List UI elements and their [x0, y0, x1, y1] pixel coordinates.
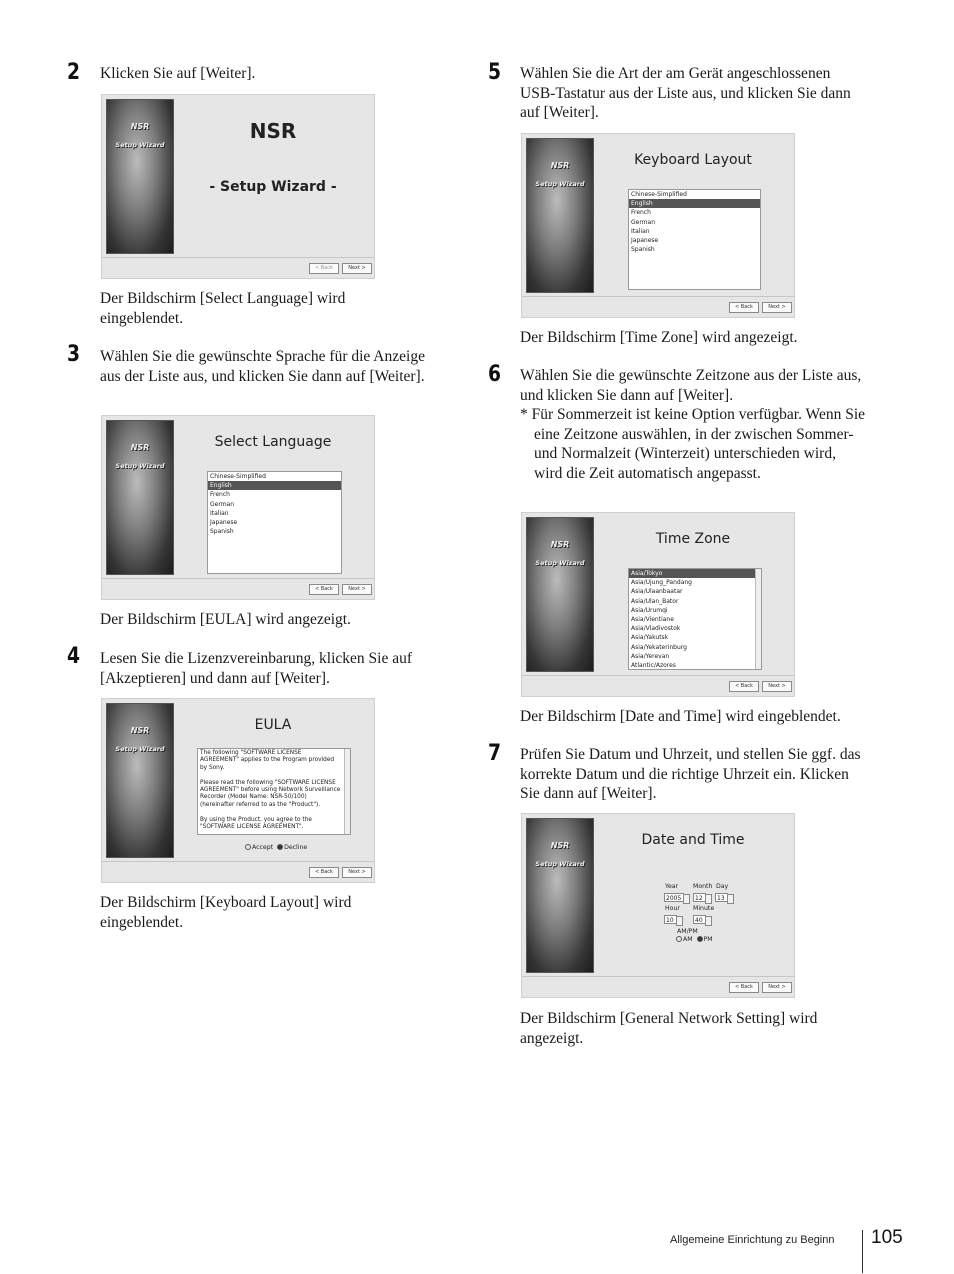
list-item[interactable]: German [631, 218, 656, 226]
list-item[interactable]: Asia/Yekaterinburg [631, 643, 687, 651]
wizard-sidebar [526, 138, 594, 293]
month-label: Month [693, 883, 713, 890]
am-radio[interactable] [676, 936, 682, 942]
list-item[interactable]: Asia/Yerevan [631, 652, 670, 660]
step-number: 7 [488, 741, 502, 766]
list-item[interactable]: English [629, 199, 760, 208]
result-text: Der Bildschirm [Keyboard Layout] wird eingeblendet. [100, 894, 352, 931]
result-text: Der Bildschirm [EULA] wird angezeigt. [100, 611, 351, 628]
time-zone-items [629, 569, 755, 670]
screenshot-keyboard-layout [521, 133, 795, 318]
keyboard-layout-list[interactable] [628, 189, 761, 290]
wizard-sidebar [526, 517, 594, 672]
year-spinner[interactable]: 2005 [664, 893, 684, 902]
hour-spin-arrows[interactable] [676, 916, 683, 926]
eula-scrollbar[interactable] [344, 749, 350, 834]
minute-spin-arrows[interactable] [705, 916, 712, 926]
am-label[interactable]: AM [683, 936, 693, 943]
list-item[interactable]: Japanese [631, 237, 659, 245]
step-number: 2 [67, 60, 81, 85]
list-item[interactable]: Asia/Ulaanbaatar [631, 588, 683, 596]
screenshot-eula [101, 698, 375, 883]
list-item[interactable]: Asia/Ujung_Pandang [631, 579, 692, 587]
next-button[interactable]: Next > [762, 982, 792, 993]
setup-wizard-logo: Setup Wizard [115, 745, 165, 753]
wizard-sidebar [106, 99, 174, 254]
next-button[interactable]: Next > [342, 867, 372, 878]
accept-label[interactable]: Accept [252, 844, 274, 851]
list-item[interactable]: English [208, 481, 341, 490]
list-item[interactable]: Italian [631, 227, 650, 235]
setup-wizard-logo: Setup Wizard [115, 462, 165, 470]
list-item[interactable]: Chinese-Simplified [210, 473, 266, 480]
list-item[interactable]: Asia/Vladivostok [631, 625, 681, 633]
step-text: Wählen Sie die Art der am Gerät angeschlossenen USB-Tastatur aus der Liste aus, und klicken Sie dann auf [Weiter]. [520, 65, 851, 121]
back-button[interactable]: < Back [729, 982, 759, 993]
wizard-sidebar [106, 420, 174, 575]
next-button[interactable]: Next > [342, 584, 372, 595]
screen-title: Time Zone [655, 531, 731, 547]
list-item[interactable]: Atlantic/Azores [631, 662, 676, 670]
step-number: 4 [67, 644, 81, 669]
hour-spinner[interactable]: 10 [664, 915, 677, 924]
screenshot-welcome [101, 94, 375, 279]
section-footer: Allgemeine Einrichtung zu Beginn [670, 1234, 835, 1246]
eula-text: The following "SOFTWARE LICENSE AGREEMENT" applies to the Program provided by Sony. Please read the following "SOFTWARE LICENSE AGREEMENT" before using Network Surveillance Recorder (Model Name: NSR-50/100) (hereinafter referred to as the "Product"). By using the Product, you agree to the "SOFTWARE LICENSE AGREEMENT". [200, 750, 341, 831]
hour-label: Hour [665, 905, 680, 912]
decline-label[interactable]: Decline [284, 844, 308, 851]
page-number: 105 [871, 1227, 903, 1248]
setup-wizard-logo: Setup Wizard [535, 180, 585, 188]
year-spin-arrows[interactable] [683, 894, 690, 904]
step-text: Prüfen Sie Datum und Uhrzeit, und stellen Sie ggf. das korrekte Datum und die richtige Uhrzeit ein. Klicken Sie dann auf [Weiter]. [520, 746, 861, 802]
wizard-sidebar [526, 818, 594, 973]
step-text: Wählen Sie die gewünschte Sprache für die Anzeige aus der Liste aus, und klicken Sie dann auf [Weiter]. [100, 348, 425, 385]
minute-spinner[interactable]: 40 [693, 915, 706, 924]
list-item[interactable]: Asia/Ulan_Bator [631, 597, 679, 605]
screen-title: EULA [254, 717, 292, 733]
accept-radio[interactable] [245, 844, 251, 850]
back-button[interactable]: < Back [309, 584, 339, 595]
list-item[interactable]: Asia/Urumqi [631, 606, 668, 614]
minute-label: Minute [693, 905, 715, 912]
pm-radio[interactable] [697, 936, 703, 942]
day-spinner[interactable]: 13 [715, 893, 728, 902]
nsr-logo: NSR [550, 161, 570, 170]
list-item[interactable]: Chinese-Simplified [631, 191, 687, 198]
nsr-logo: NSR [130, 726, 150, 735]
month-spin-arrows[interactable] [705, 894, 712, 904]
screen-title: Keyboard Layout [634, 152, 752, 168]
wizard-sidebar [106, 703, 174, 858]
list-item[interactable]: Spanish [631, 246, 655, 254]
screenshot-time-zone [521, 512, 795, 697]
list-item[interactable]: Asia/Yakutsk [631, 634, 669, 642]
setup-wizard-logo: Setup Wizard [115, 141, 165, 149]
nsr-logo: NSR [130, 122, 150, 131]
result-text: Der Bildschirm [Time Zone] wird angezeigt. [520, 329, 798, 346]
welcome-title: NSR [249, 119, 297, 143]
step-text: Wählen Sie die gewünschte Zeitzone aus der Liste aus, und klicken Sie dann auf [Weiter]. [520, 367, 862, 404]
screenshot-select-language [101, 415, 375, 600]
footer-divider [862, 1230, 863, 1273]
next-button[interactable]: Next > [342, 263, 372, 274]
step-number: 3 [67, 342, 81, 367]
language-list[interactable] [207, 471, 342, 574]
time-zone-scrollbar[interactable] [755, 569, 761, 669]
back-button[interactable]: < Back [729, 681, 759, 692]
next-button[interactable]: Next > [762, 681, 792, 692]
list-item[interactable]: Asia/Vientiane [631, 616, 674, 624]
dst-note: * Für Sommerzeit ist keine Option verfügbar. Wenn Sie eine Zeitzone auswählen, in der zwischen Sommer- und Normalzeit (Winterzeit) unterschieden wird, wird die Zeit automatisch angepasst. [520, 406, 866, 482]
year-label: Year [665, 883, 679, 890]
list-item[interactable]: Italian [210, 509, 229, 517]
step-number: 5 [488, 60, 502, 85]
step-text: Lesen Sie die Lizenzvereinbarung, klicken Sie auf [Akzeptieren] und dann auf [Weiter]. [100, 650, 413, 687]
list-item[interactable]: Spanish [210, 528, 234, 536]
day-label: Day [716, 883, 729, 890]
pm-label[interactable]: PM [703, 936, 713, 943]
list-item[interactable]: Asia/Tokyo [629, 569, 755, 578]
list-item[interactable]: German [210, 500, 235, 508]
list-item[interactable]: French [210, 491, 230, 499]
step-text: Klicken Sie auf [Weiter]. [100, 65, 256, 82]
eula-text-box[interactable] [197, 748, 351, 835]
month-spinner[interactable]: 12 [693, 893, 706, 902]
setup-wizard-logo: Setup Wizard [535, 559, 585, 567]
screenshot-date-time [521, 813, 795, 998]
nsr-logo: NSR [550, 540, 570, 549]
time-zone-list[interactable] [628, 568, 762, 670]
day-spin-arrows[interactable] [727, 894, 734, 904]
ampm-choice [676, 936, 713, 943]
nsr-logo: NSR [130, 443, 150, 452]
ampm-label: AM/PM [677, 928, 698, 935]
screen-title: Date and Time [641, 832, 745, 848]
list-item[interactable]: Japanese [210, 519, 238, 527]
setup-wizard-logo: Setup Wizard [535, 860, 585, 868]
eula-choice [245, 844, 307, 851]
step-number: 6 [488, 362, 502, 387]
result-text: Der Bildschirm [Date and Time] wird eingeblendet. [520, 708, 841, 725]
back-button[interactable]: < Back [309, 263, 339, 274]
back-button[interactable]: < Back [729, 302, 759, 313]
decline-radio[interactable] [277, 844, 283, 850]
screen-title: Select Language [214, 434, 332, 450]
result-text: Der Bildschirm [General Network Setting] wird angezeigt. [520, 1010, 818, 1047]
welcome-subtitle: - Setup Wizard - [209, 179, 337, 195]
nsr-logo: NSR [550, 841, 570, 850]
result-text: Der Bildschirm [Select Language] wird eingeblendet. [100, 290, 346, 327]
next-button[interactable]: Next > [762, 302, 792, 313]
list-item[interactable]: French [631, 209, 651, 217]
back-button[interactable]: < Back [309, 867, 339, 878]
